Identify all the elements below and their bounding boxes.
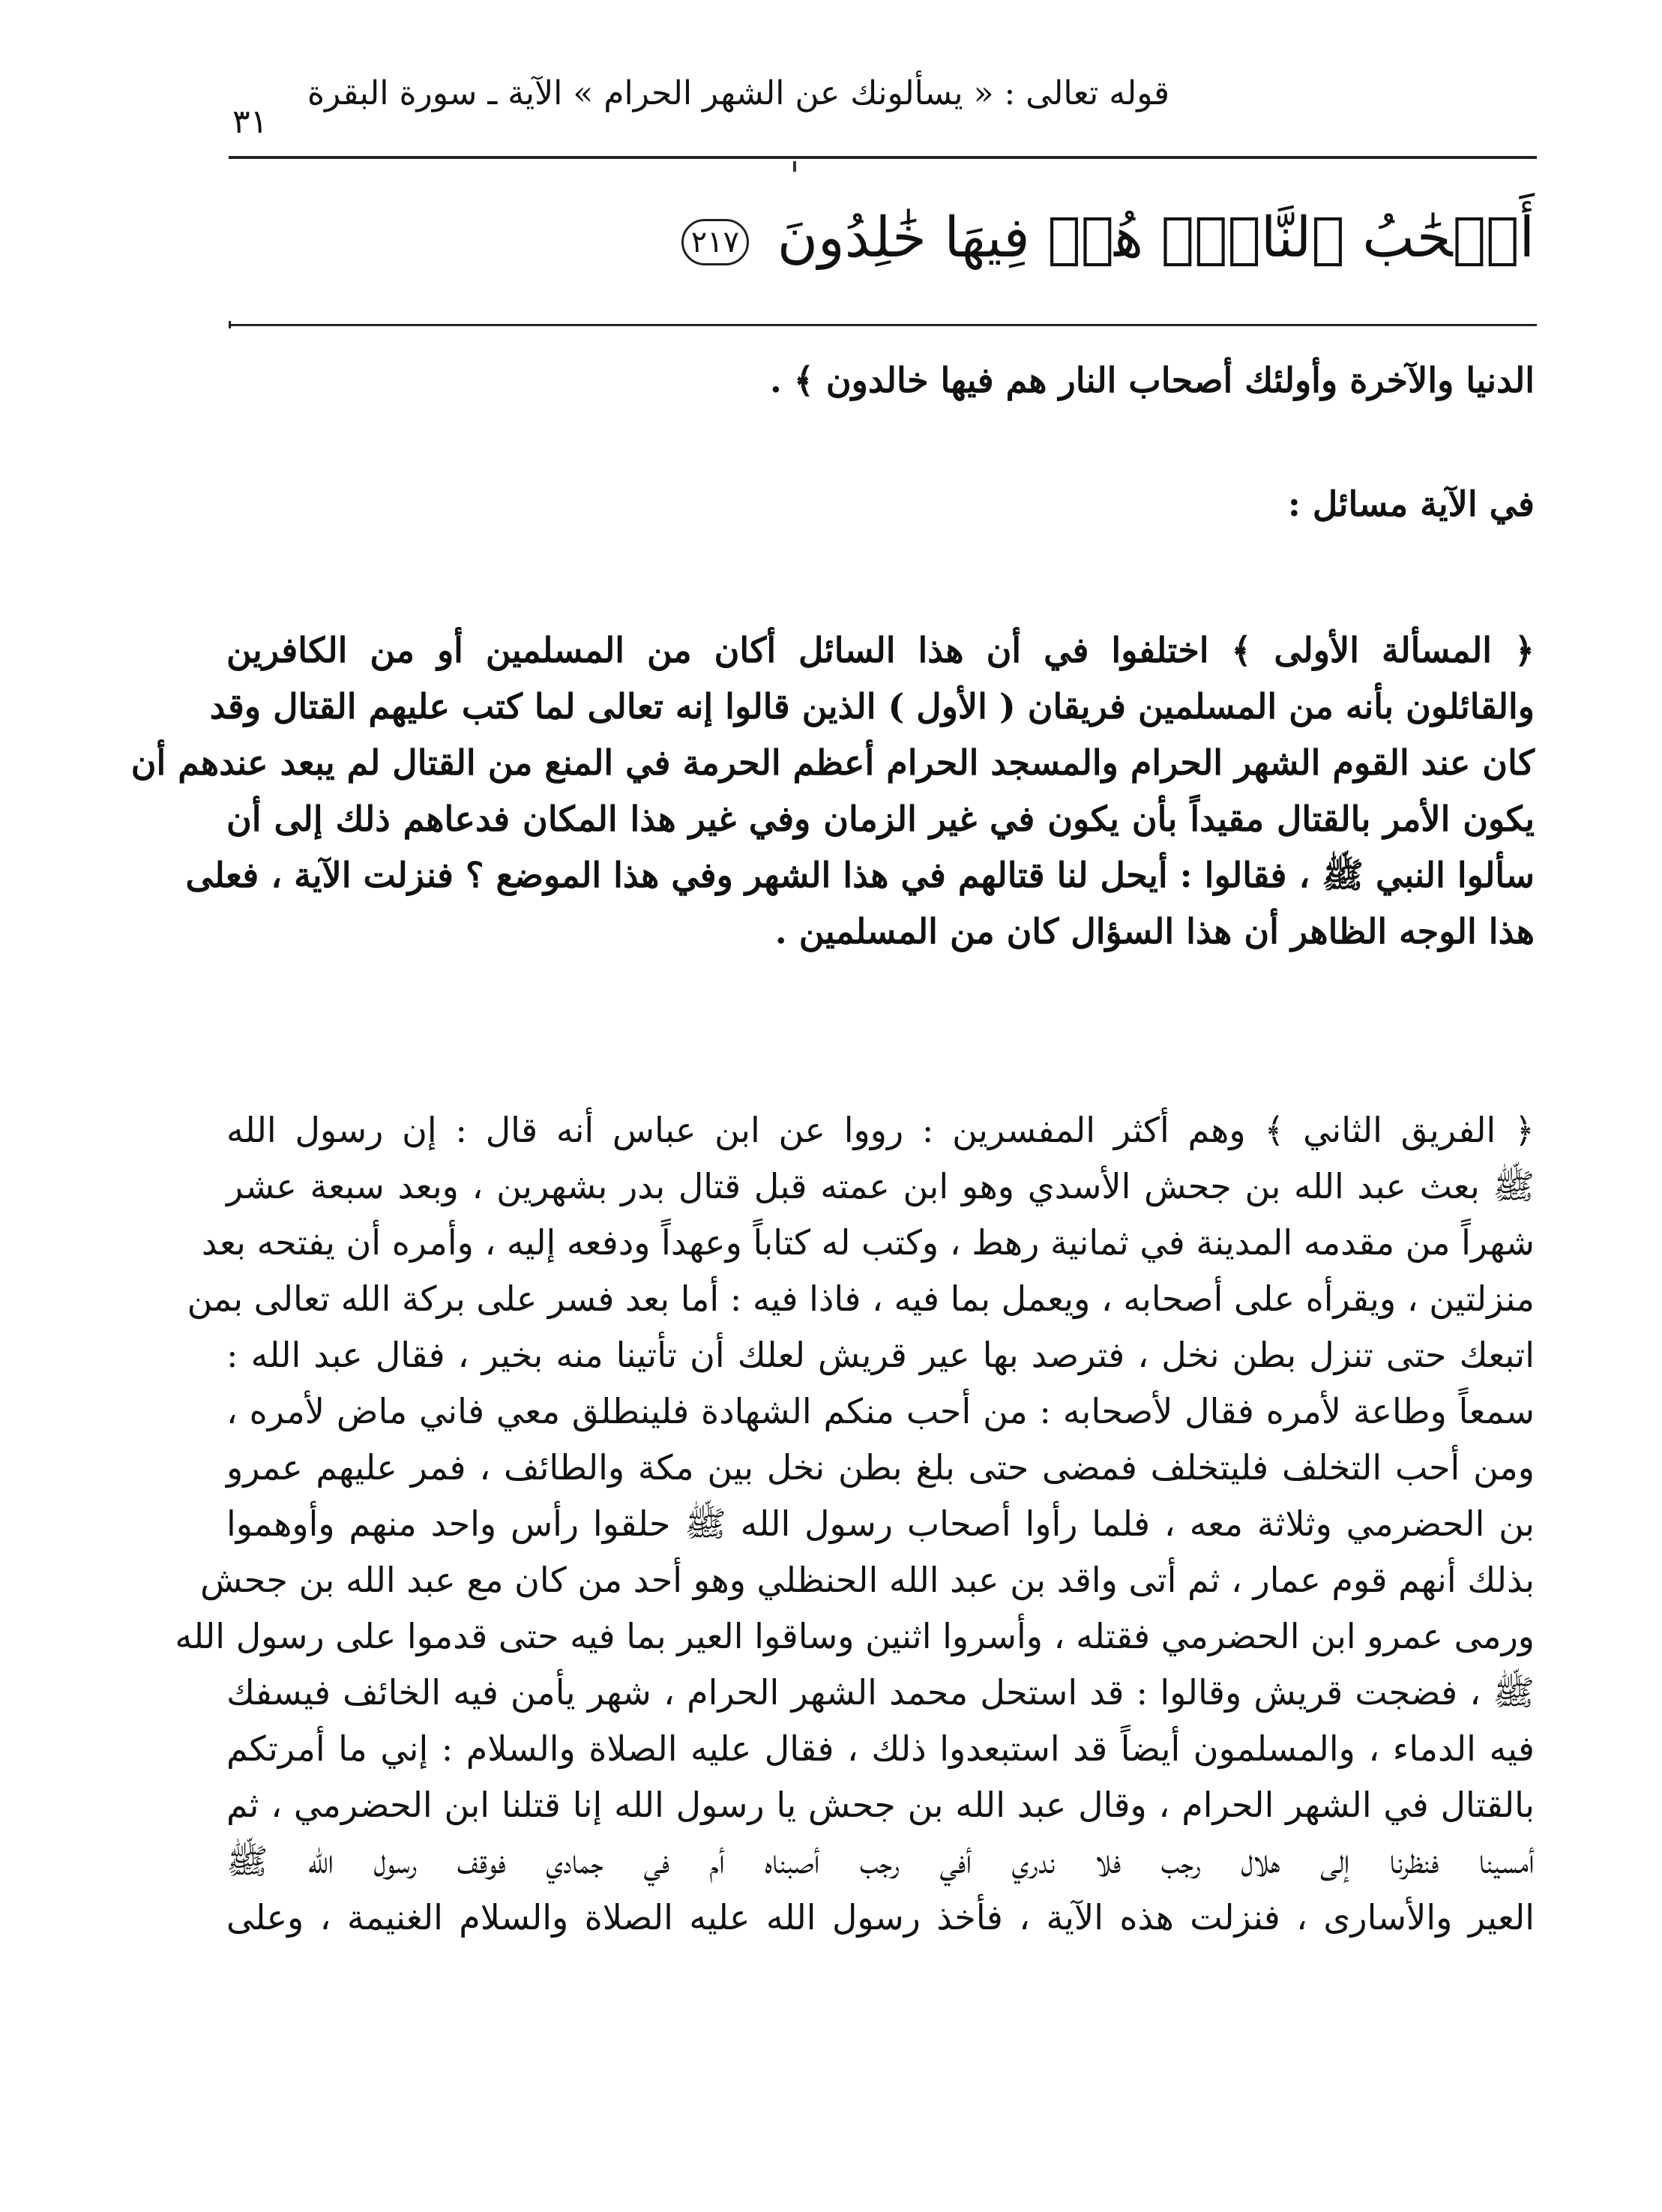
text-line: بن الحضرمي وثلاثة معه ، فلما رأوا أصحاب رسول الله ﷺ حلقوا رأس واحد منهم وأوهموا [226,1503,1535,1544]
page-number: ٣١ [232,103,268,141]
text-line: ومن أحب التخلف فليتخلف فمضى حتى بلغ بطن نخل بين مكة والطائف ، فمر عليهم عمرو [226,1447,1535,1488]
running-header: قوله تعالى : « يسألونك عن الشهر الحرام » الآية ـ سورة البقرة [307,74,1169,112]
text-line: ﴿ الفريق الثاني ﴾ وهم أكثر المفسرين : رووا عن ابن عباس أنه قال : إن رسول الله [226,1110,1535,1150]
verse-separator-rule [229,324,1537,326]
text-line: ﷺ ، فضجت قريش وقالوا : قد استحل محمد الشهر الحرام ، شهر يأمن فيه الخائف فيسفك [226,1672,1535,1713]
verse-number-marker: ٢١٧ [681,219,749,265]
text-line: أمسينا فنظرنا إلى هلال رجب فلا ندري أفي رجب أصبناه أم في جمادي فوقف رسول الله ﷺ [226,1841,1535,1881]
verse-text: أَصۡحَٰبُ ٱلنَّارِۖ هُمۡ فِيهَا خَٰلِدُونَ [777,205,1535,270]
text-line: الدنيا والآخرة وأولئك أصحاب النار هم فيها خالدون ﴾ . [769,360,1535,400]
text-line: شهراً من مقدمه المدينة في ثمانية رهط ، وكتب له كتاباً وعهداً ودفعه إليه ، وأمره أن يفتحه بعد [201,1222,1535,1263]
header-rule [229,156,1537,159]
text-line: منزلتين ، ويقرأه على أصحابه ، ويعمل بما فيه ، فاذا فيه : أما بعد فسر على بركة الله تعالى بمن [187,1278,1535,1319]
text-line: بذلك أنهم قوم عمار ، ثم أتى واقد بن عبد الله الحنظلي وهو أحد من كان مع عبد الله بن جحش [200,1560,1535,1600]
text-line: كان عند القوم الشهر الحرام والمسجد الحرام أعظم الحرمة في المنع من القتال لم يبعد عندهم أن [130,742,1535,783]
paragraph-issues-heading [226,476,1535,532]
text-line: بالقتال في الشهر الحرام ، وقال عبد الله بن جحش يا رسول الله إنا قتلنا ابن الحضرمي ، ثم [226,1785,1535,1825]
text-line: ﷺ بعث عبد الله بن جحش الأسدي وهو ابن عمته قبل قتال بدر بشهرين ، وبعد سبعة عشر [226,1166,1535,1206]
text-line: في الآية مسائل : [1287,484,1535,524]
text-line: ورمى عمرو ابن الحضرمي فقتله ، وأسروا اثنين وساقوا العير بما فيه حتى قدموا على رسول الله [175,1616,1535,1656]
paragraph-second-group [175,1102,1535,1946]
text-line: يكون الأمر بالقتال مقيداً بأن يكون في غير الزمان وفي غير هذا المكان فدعاهم ذلك إلى أن [226,799,1535,839]
text-line: والقائلون بأنه من المسلمين فريقان ( الأول ) الذين قالوا إنه تعالى لما كتب عليهم القتال وقد [209,686,1535,727]
text-line: ﴿ المسألة الأولى ﴾ اختلفوا في أن هذا السائل أكان من المسلمين أو من الكافرين [226,630,1535,670]
text-line: فيه الدماء ، والمسلمون أيضاً قد استبعدوا ذلك ، فقال عليه الصلاة والسلام : إني ما أمرتكم [226,1728,1535,1769]
paragraph-verse-continuation [226,352,1535,409]
text-line: اتبعك حتى تنزل بطن نخل ، فترصد بها عير قريش لعلك أن تأتينا منه بخير ، فقال عبد الله : [226,1335,1535,1375]
text-line: هذا الوجه الظاهر أن هذا السؤال كان من المسلمين . [774,911,1535,952]
verse-rule-end-mark [229,321,241,328]
header-tick-mark [793,161,796,172]
text-line: العير والأسارى ، فنزلت هذه الآية ، فأخذ رسول الله عليه الصلاة والسلام الغنيمة ، وعلى [226,1897,1535,1938]
text-line: سمعاً وطاعة لأمره فقال لأصحابه : من أحب منكم الشهادة فلينطلق معي فاني ماض لأمره ، [226,1391,1535,1431]
quran-verse [681,196,1535,279]
text-line: سألوا النبي ﷺ ، فقالوا : أيحل لنا قتالهم في هذا الشهر وفي هذا الموضع ؟ فنزلت الآية ، فعلى [185,855,1535,895]
paragraph-first-issue [130,622,1535,960]
